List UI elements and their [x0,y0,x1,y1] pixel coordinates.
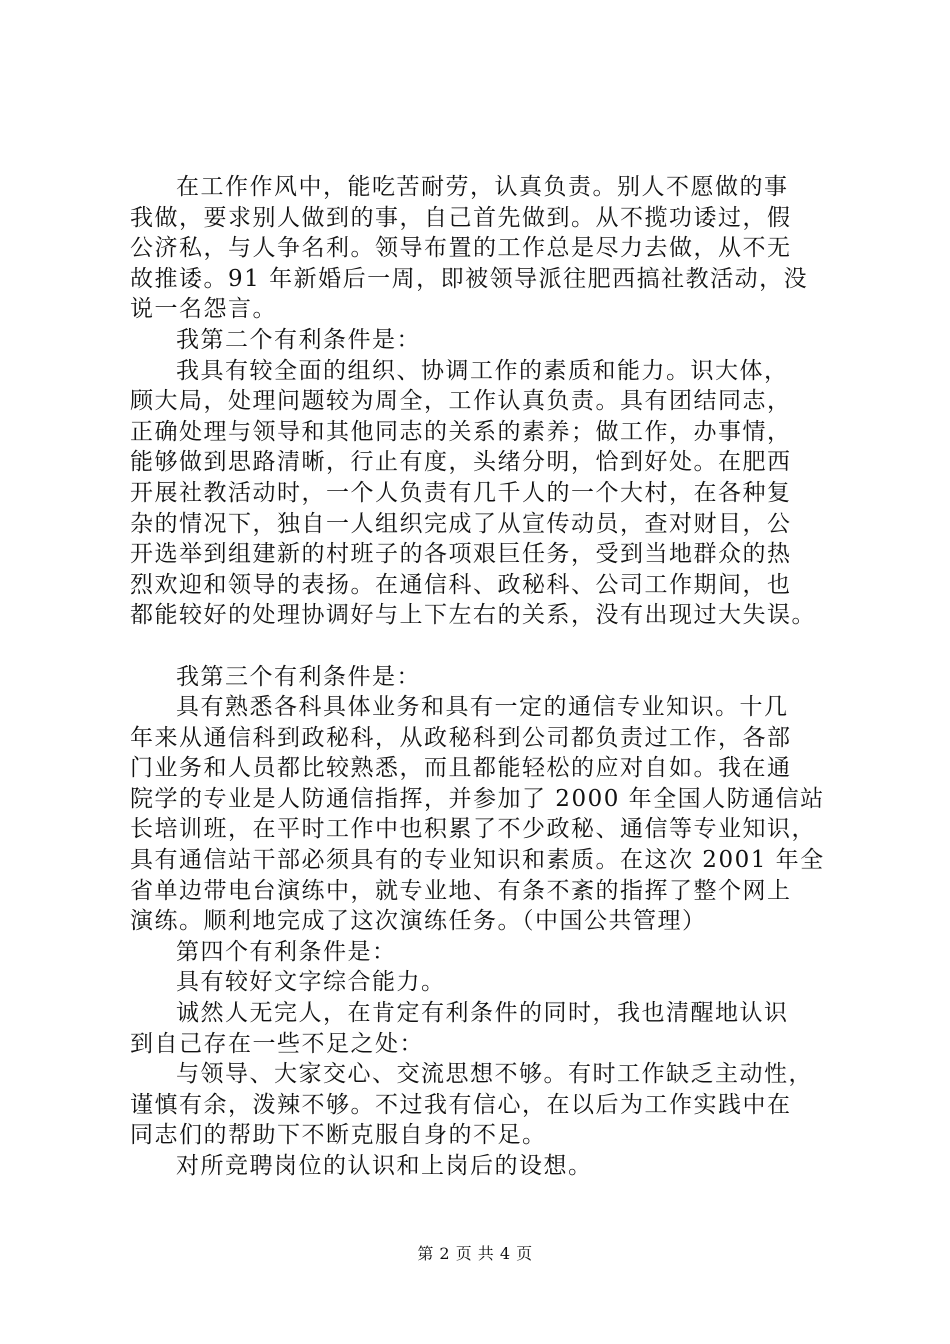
text-line: 开选举到组建新的村班子的各项艰巨任务，受到当地群众的热 [130,541,792,568]
text-line: 故推诿。91 年新婚后一周，即被领导派往肥西搞社教活动，没 [130,265,809,292]
text-line: 门业务和人员都比较熟悉，而且都能轻松的应对自如。我在通 [130,755,792,782]
text-line: 都能较好的处理协调好与上下左右的关系，没有出现过大失误。 [130,602,816,629]
text-line: 具有熟悉各科具体业务和具有一定的通信专业知识。十几 [176,694,789,721]
text-line: 烈欢迎和领导的表扬。在通信科、政秘科、公司工作期间，也 [130,571,792,598]
text-line: 演练。顺利地完成了这次演练任务。（中国公共管理） [130,908,707,935]
text-line: 公济私，与人争名利。领导布置的工作总是尽力去做，从不无 [130,235,792,262]
text-line: 我第二个有利条件是： [176,326,421,353]
text-line: 同志们的帮助下不断克服自身的不足。 [130,1122,547,1149]
text-line: 我具有较全面的组织、协调工作的素质和能力。识大体， [176,357,789,384]
text-line: 具有通信站干部必须具有的专业知识和素质。在这次 2001 年全 [130,847,825,874]
text-line: 院学的专业是人防通信指挥，并参加了 2000 年全国人防通信站 [130,785,825,812]
text-line: 第四个有利条件是： [176,938,397,965]
document-body [130,172,850,1182]
text-line: 谨慎有余，泼辣不够。不过我有信心，在以后为工作实践中在 [130,1091,792,1118]
text-line: 省单边带电台演练中，就专业地、有条不紊的指挥了整个网上 [130,877,792,904]
text-line: 我第三个有利条件是： [176,663,421,690]
text-line: 长培训班，在平时工作中也积累了不少政秘、通信等专业知识， [130,816,816,843]
blank-line [130,631,850,662]
text-line: 开展社教活动时，一个人负责有几千人的一个大村，在各种复 [130,479,792,506]
text-line: 顾大局，处理问题较为周全，工作认真负责。具有团结同志， [130,388,792,415]
text-line: 正确处理与领导和其他同志的关系的素养；做工作，办事情， [130,418,792,445]
text-line: 年来从通信科到政秘科，从政秘科到公司都负责过工作，各部 [130,724,792,751]
text-line: 我做，要求别人做到的事，自己首先做到。从不揽功诿过，假 [130,204,792,231]
text-line: 说一名怨言。 [130,296,277,323]
page-footer: 第 2 页 共 4 页 [417,1244,533,1263]
text-line: 杂的情况下，独自一人组织完成了从宣传动员，查对财目，公 [130,510,792,537]
text-line: 到自己存在一些不足之处： [130,1030,424,1057]
text-line: 诚然人无完人，在肯定有利条件的同时，我也清醒地认识 [176,1000,789,1027]
text-line: 与领导、大家交心、交流思想不够。有时工作缺乏主动性， [176,1061,813,1088]
text-line: 在工作作风中，能吃苦耐劳，认真负责。别人不愿做的事 [176,174,789,200]
text-line: 对所竞聘岗位的认识和上岗后的设想。 [176,1153,593,1179]
text-line: 具有较好文字综合能力。 [176,969,446,996]
text-line: 能够做到思路清晰，行止有度，头绪分明，恰到好处。在肥西 [130,449,792,476]
